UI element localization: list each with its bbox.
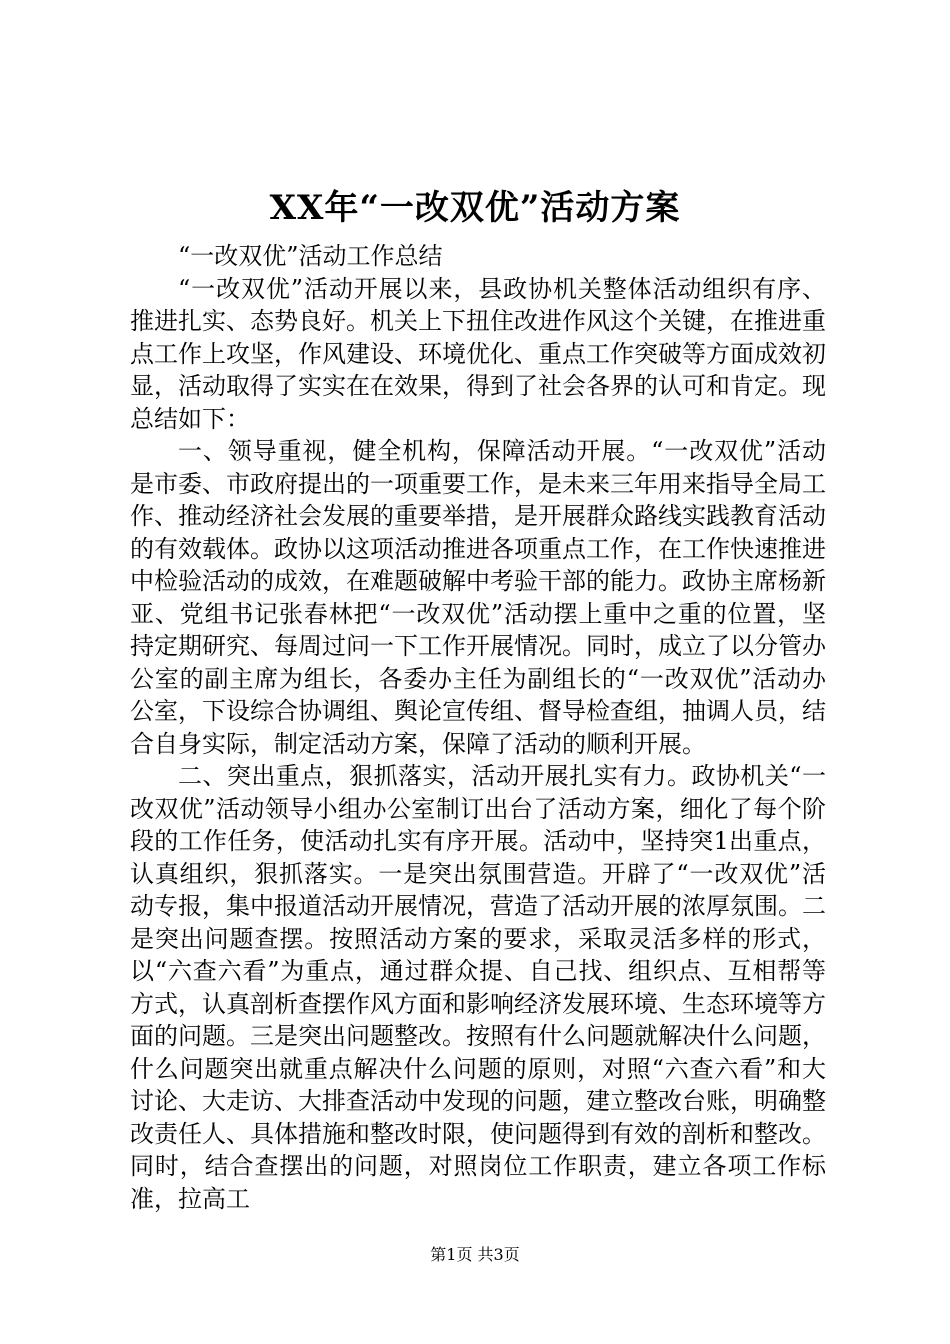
document-title: XX年“一改双优”活动方案: [269, 188, 681, 228]
section-two-paragraph: 二、突出重点，狠抓落实，活动开展扎实有力。政协机关“一改双优”活动领导小组办公室制订出台了活动方案，细化了每个阶段的工作任务，使活动扎实有序开展。活动中，坚持突1出重点，认真组织，狠抓落实。一是突出氛围营造。开辟了“一改双优”活动专报，集中报道活动开展情况，营造了活动开展的浓厚氛围。二是突出问题查摆。按照活动方案的要求，采取灵活多样的形式，以“六查六看”为重点，通过群众提、自己找、组织点、互相帮等方式，认真剖析查摆作风方面和影响经济发展环境、生态环境等方面的问题。三是突出问题整改。按照有什么问题就解决什么问题，什么问题突出就重点解决什么问题的原则，对照“六查六看”和大讨论、大走访、大排查活动中发现的问题，建立整改台账，明确整改责任人、具体措施和整改时限，使问题得到有效的剖析和整改。同时，结合查摆出的问题，对照岗位工作职责，建立各项工作标准，拉高工: [130, 762, 826, 1213]
section-one-paragraph: 一、领导重视，健全机构，保障活动开展。“一改双优”活动是市委、市政府提出的一项重要工作，是未来三年用来指导全局工作、推动经济社会发展的重要举措，是开展群众路线实践教育活动的有效载体。政协以这项活动推进各项重点工作，在工作快速推进中检验活动的成效，在难题破解中考验干部的能力。政协主席杨新亚、党组书记张春林把“一改双优”活动摆上重中之重的位置，坚持定期研究、每周过问一下工作开展情况。同时，成立了以分管办公室的副主席为组长，各委办主任为副组长的“一改双优”活动办公室，下设综合协调组、舆论宣传组、督导检查组，抽调人员，结合自身实际，制定活动方案，保障了活动的顺利开展。: [130, 437, 826, 758]
page-number-footer: 第1页 共3页: [430, 1245, 520, 1264]
document-body: [130, 240, 826, 1215]
intro-paragraph: “一改双优”活动开展以来，县政协机关整体活动组织有序、推进扎实、态势良好。机关上下扭住改进作风这个关键，在推进重点工作上攻坚，作风建设、环境优化、重点工作突破等方面成效初显，活动取得了实实在在效果，得到了社会各界的认可和肯定。现总结如下：: [130, 274, 826, 433]
subtitle-paragraph: “一改双优”活动工作总结: [178, 242, 443, 270]
